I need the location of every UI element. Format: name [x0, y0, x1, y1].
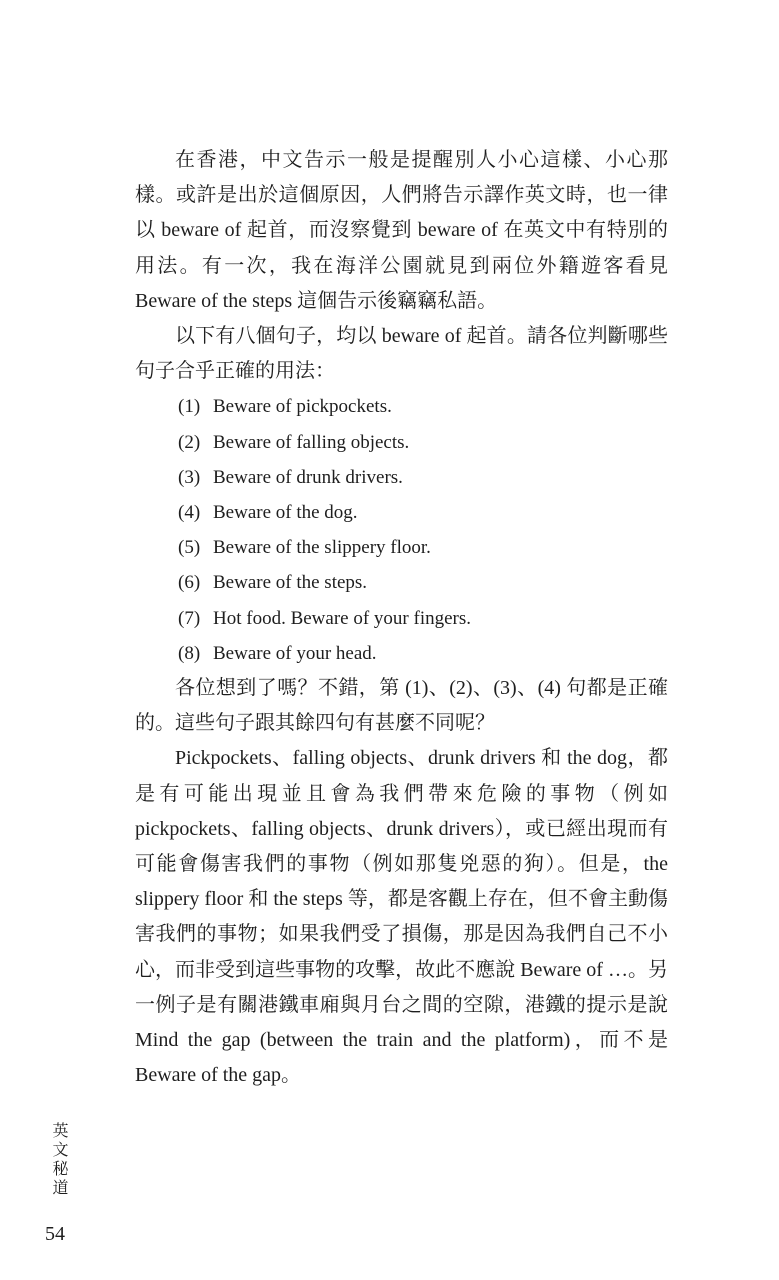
- page-number: 54: [45, 1223, 65, 1245]
- example-sentence: [178, 460, 668, 495]
- running-title: 英文秘道: [50, 1122, 67, 1198]
- example-number: (8): [178, 642, 201, 664]
- example-number: (6): [178, 572, 201, 594]
- example-sentence-list: [135, 389, 668, 671]
- example-text: Beware of drunk drivers.: [213, 466, 403, 488]
- example-number: (5): [178, 537, 201, 559]
- example-text: Hot food. Beware of your fingers.: [213, 607, 472, 629]
- example-number: (4): [178, 501, 201, 523]
- paragraph-question: 以下有八個句子，均以 beware of 起首。請各位判斷哪些句子合乎正確的用法：: [135, 325, 668, 383]
- example-number: (2): [178, 431, 201, 453]
- paragraph-intro: 在香港，中文告示一般是提醒別人小心這樣、小心那樣。或許是出於這個原因，人們將告示譯作英文時，也一律以 beware of 起首，而沒察覺到 beware of 在英文中有特別的用法。有一次，我在海洋公園就見到兩位外籍遊客看見 Beware of the steps 這個告示後竊竊私語。: [135, 149, 668, 312]
- example-text: Beware of falling objects.: [213, 431, 410, 453]
- paragraph-answer: 各位想到了嗎？不錯，第 (1)、(2)、(3)、(4) 句都是正確的。這些句子跟其餘四句有甚麼不同呢？: [135, 676, 668, 735]
- example-sentence: [178, 636, 668, 671]
- example-text: Beware of pickpockets.: [213, 396, 392, 418]
- example-text: Beware of your head.: [213, 642, 377, 664]
- example-sentence: [178, 530, 668, 565]
- example-text: Beware of the slippery floor.: [213, 537, 431, 559]
- example-number: (1): [178, 396, 201, 418]
- example-number: (7): [178, 607, 201, 629]
- example-sentence: [178, 565, 668, 600]
- example-text: Beware of the steps.: [213, 572, 368, 594]
- example-text: Beware of the dog.: [213, 501, 358, 523]
- example-number: (3): [178, 466, 201, 488]
- page-body: [135, 143, 668, 1093]
- paragraph-explanation: Pickpockets、falling objects、drunk drivers 和 the dog，都是有可能出現並且會為我們帶來危險的事物（例如 pickpockets、falling objects、drunk drivers），或已經出現而有可能會傷害我們的事物（例如那隻兇惡的狗）。但是，the slippery floor 和 the steps 等，都是客觀上存在，但不會主動傷害我們的事物；如果我們受了損傷，那是因為我們自己不小心，而非受到這些事物的攻擊，故此不應說 Beware of …。另一例子是有關港鐵車廂與月台之間的空隙，港鐵的提示是說 Mind the gap (between the train and the platform)，而不是 Beware of the gap。: [135, 747, 668, 1087]
- example-sentence: [178, 389, 668, 424]
- example-sentence: [178, 601, 668, 636]
- example-sentence: [178, 495, 668, 530]
- example-sentence: [178, 425, 668, 460]
